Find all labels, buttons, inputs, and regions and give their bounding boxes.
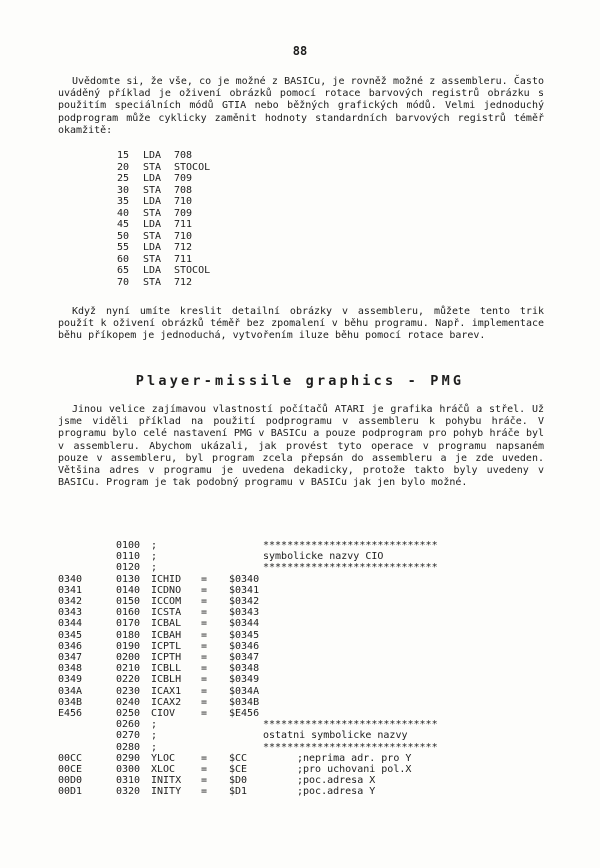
- equals: [167, 730, 195, 741]
- line-number: 0140: [116, 584, 141, 596]
- comment: *****************************: [263, 540, 438, 551]
- comment: [297, 618, 437, 629]
- line-number: 0190: [116, 640, 141, 652]
- line-number: 0300: [116, 764, 141, 776]
- label: ;: [151, 562, 158, 574]
- listing-line: [58, 663, 437, 674]
- line-number: 70: [117, 276, 130, 288]
- comment: [297, 697, 437, 708]
- line-number: 0100: [116, 540, 141, 551]
- line-number: 0200: [116, 652, 141, 664]
- listing-line: [58, 540, 437, 551]
- label: INITY: [151, 786, 182, 798]
- value: [195, 730, 263, 741]
- line-number: 65: [117, 265, 130, 276]
- equals: =: [201, 607, 208, 619]
- line-number: 0210: [116, 663, 141, 675]
- label: ICAX2: [151, 696, 182, 708]
- paragraph-text: Jinou velice zajímavou vlastností počítačů ATARI je grafika hráčů a střel. Už jsme viděli příklad na použití podprogramu v assembleru k pohybu hráče. V programu bylo celé nastavení PMG v BASICu a pouze podprogram pro pohyb hráče byl v assembleru. Abychom ukázali, jak provést tyto operace v programu napsaném pouze v assembleru, byl program zcela přepsán do assembleru a je zde uveden. Většina adres v programu je uvedena dekadicky, protože takto byly uvedeny v BASICu. Program je tak podobný programu v BASICu jak jen bylo možné.: [58, 404, 544, 489]
- value: $CE: [229, 764, 248, 776]
- label: ;: [151, 719, 158, 731]
- opcode: STA: [143, 276, 162, 288]
- address: 0347: [58, 652, 83, 664]
- line-number: 0260: [116, 719, 141, 731]
- opcode: LDA: [143, 219, 162, 230]
- address: 0341: [58, 584, 83, 596]
- operand: 712: [174, 242, 193, 253]
- line-number: 0170: [116, 618, 141, 630]
- code-line: [117, 162, 210, 174]
- label: INITX: [151, 775, 182, 787]
- value: $0348: [229, 663, 260, 675]
- comment: [297, 663, 437, 674]
- comment: [297, 652, 437, 663]
- code-line: [117, 277, 210, 289]
- opcode: STA: [143, 230, 162, 242]
- listing-line: [58, 574, 437, 585]
- code-line: [117, 254, 210, 266]
- opcode: LDA: [143, 242, 162, 253]
- line-number: 40: [117, 207, 130, 219]
- code-line: [117, 196, 210, 208]
- address: [58, 742, 116, 753]
- value: $CC: [229, 752, 248, 764]
- equals: [167, 540, 195, 551]
- label: ;: [151, 540, 158, 551]
- listing-line: [58, 674, 437, 685]
- equals: [167, 551, 195, 562]
- value: $034B: [229, 696, 260, 708]
- value: $0346: [229, 640, 260, 652]
- label: YLOC: [151, 752, 176, 764]
- line-number: 0250: [116, 708, 141, 720]
- equals: [167, 719, 195, 730]
- listing-line: [58, 719, 437, 730]
- opcode: LDA: [143, 150, 162, 161]
- line-number: 35: [117, 196, 130, 207]
- line-number: 0290: [116, 752, 141, 764]
- equals: =: [201, 752, 208, 764]
- listing-line: [58, 585, 437, 596]
- address: 0340: [58, 573, 83, 585]
- line-number: 0310: [116, 775, 141, 787]
- listing-line: [58, 753, 437, 764]
- equals: =: [201, 663, 208, 675]
- listing-line: [58, 630, 437, 641]
- address: 00D0: [58, 775, 83, 787]
- operand: 711: [174, 219, 193, 230]
- equals: =: [201, 640, 208, 652]
- label: ICHID: [151, 573, 182, 585]
- label: ICBAL: [151, 618, 182, 630]
- address: 00CC: [58, 752, 83, 764]
- comment: ;pro uchovani pol.X: [297, 764, 412, 776]
- value: $D1: [229, 786, 248, 798]
- label: ICSTA: [151, 607, 182, 619]
- comment: symbolicke nazvy CIO: [263, 551, 384, 563]
- opcode: LDA: [143, 173, 162, 184]
- comment: [297, 674, 437, 685]
- paragraph-text: Uvědomte si, že vše, co je možné z BASICu, je rovněž možné z assembleru. Často uváděný příklad je oživení obrázků pomocí rotace barvových registrů obrázku s použitím speciálních módů GTIA nebo běžných grafických módů. Velmi jednoduchý podprogram může cyklicky zaměnit hodnoty standardních barvových registrů téměř okamžitě:: [58, 76, 544, 136]
- comment: [297, 686, 437, 697]
- label: ;: [151, 551, 158, 563]
- equals: [167, 742, 195, 753]
- opcode: LDA: [143, 196, 162, 207]
- comment: [297, 585, 437, 596]
- address: [58, 551, 116, 562]
- equals: =: [201, 584, 208, 596]
- comment: ;poc.adresa Y: [297, 786, 376, 798]
- comment: *****************************: [263, 741, 438, 753]
- value: $0342: [229, 596, 260, 608]
- comment: [297, 630, 437, 641]
- address: [58, 730, 116, 741]
- line-number: 0230: [116, 685, 141, 697]
- value: $0349: [229, 674, 260, 686]
- line-number: 50: [117, 230, 130, 242]
- value: [195, 719, 263, 730]
- code-line: [117, 219, 210, 231]
- operand: 708: [174, 184, 193, 196]
- listing-line: [58, 562, 437, 573]
- listing-line: [58, 652, 437, 663]
- equals: =: [201, 708, 208, 720]
- listing-line: [58, 786, 437, 797]
- listing-line: [58, 697, 437, 708]
- comment: *****************************: [263, 719, 438, 731]
- operand: 708: [174, 150, 193, 161]
- trick-paragraph: [58, 306, 544, 343]
- equals: =: [201, 775, 208, 787]
- listing-line: [58, 618, 437, 629]
- line-number: 30: [117, 184, 130, 196]
- equals: =: [201, 573, 208, 585]
- opcode: STA: [143, 161, 162, 173]
- code-line: [117, 242, 210, 254]
- comment: ;neprima adr. pro Y: [297, 752, 412, 764]
- label: ;: [151, 730, 158, 742]
- label: ICBLL: [151, 663, 182, 675]
- assembler-listing: [58, 540, 437, 798]
- line-number: 25: [117, 173, 130, 184]
- value: [195, 562, 263, 573]
- comment: [297, 574, 437, 585]
- comment: *****************************: [263, 562, 438, 574]
- code-line: [117, 173, 210, 185]
- address: [58, 562, 116, 573]
- comment: [297, 596, 437, 607]
- pmg-paragraph: [58, 404, 544, 489]
- address: 0343: [58, 607, 83, 619]
- operand: 712: [174, 276, 193, 288]
- intro-paragraph: [58, 76, 544, 137]
- listing-line: [58, 742, 437, 753]
- listing-line: [58, 764, 437, 775]
- equals: =: [201, 696, 208, 708]
- code-line: [117, 208, 210, 220]
- equals: =: [201, 618, 208, 630]
- line-number: 0110: [116, 551, 141, 563]
- label: ICAX1: [151, 685, 182, 697]
- equals: =: [201, 674, 208, 686]
- address: [58, 719, 116, 730]
- line-number: 55: [117, 242, 130, 253]
- equals: =: [201, 764, 208, 776]
- label: ICBAH: [151, 629, 182, 641]
- address: 0348: [58, 663, 83, 675]
- address: 0349: [58, 674, 83, 686]
- line-number: 45: [117, 219, 130, 230]
- code-line: [117, 231, 210, 243]
- address: 0342: [58, 596, 83, 608]
- address: 0345: [58, 629, 83, 641]
- equals: =: [201, 685, 208, 697]
- line-number: 0180: [116, 629, 141, 641]
- label: ICBLH: [151, 674, 182, 686]
- line-number: 0280: [116, 741, 141, 753]
- line-number: 15: [117, 150, 130, 161]
- listing-line: [58, 686, 437, 697]
- comment: [297, 641, 437, 652]
- operand: 709: [174, 207, 193, 219]
- line-number: 0120: [116, 562, 141, 574]
- value: $E456: [229, 708, 260, 720]
- line-number: 20: [117, 161, 130, 173]
- code-line: [117, 185, 210, 197]
- listing-line: [58, 596, 437, 607]
- operand: 709: [174, 173, 193, 184]
- opcode: STA: [143, 184, 162, 196]
- value: $0341: [229, 584, 260, 596]
- label: ICCOM: [151, 596, 182, 608]
- line-number: 0130: [116, 573, 141, 585]
- section-heading: Player-missile graphics - PMG: [135, 373, 465, 389]
- value: $0345: [229, 629, 260, 641]
- label: ICPTH: [151, 652, 182, 664]
- address: 0344: [58, 618, 83, 630]
- label: CIOV: [151, 708, 176, 720]
- paragraph-text: Když nyní umíte kreslit detailní obrázky v assembleru, můžete tento trik použít k oživení obrázků téměř bez zpomalení v běhu programu. Např. implementace běhu příkopem je jednoduchá, vytvořením iluze běhu pomocí rotace barev.: [58, 306, 544, 342]
- comment: ;poc.adresa X: [297, 775, 376, 787]
- listing-line: [58, 775, 437, 786]
- listing-line: [58, 730, 437, 741]
- operand: STOCOL: [174, 265, 211, 276]
- equals: [167, 562, 195, 573]
- equals: =: [201, 629, 208, 641]
- address: 00D1: [58, 786, 83, 798]
- value: $0340: [229, 573, 260, 585]
- operand: 710: [174, 230, 193, 242]
- address: E456: [58, 708, 83, 720]
- listing-line: [58, 708, 437, 719]
- code-line: [117, 150, 210, 162]
- equals: =: [201, 786, 208, 798]
- opcode: STA: [143, 253, 162, 265]
- line-number: 0150: [116, 596, 141, 608]
- listing-line: [58, 551, 437, 562]
- value: [195, 742, 263, 753]
- label: XLOC: [151, 764, 176, 776]
- line-number: 60: [117, 253, 130, 265]
- value: $0344: [229, 618, 260, 630]
- value: [195, 540, 263, 551]
- label: ICDNO: [151, 584, 182, 596]
- operand: 710: [174, 196, 193, 207]
- equals: =: [201, 596, 208, 608]
- value: $D0: [229, 775, 248, 787]
- address: 034B: [58, 696, 83, 708]
- value: [195, 551, 263, 562]
- line-number: 0160: [116, 607, 141, 619]
- address: 00CE: [58, 764, 83, 776]
- label: ;: [151, 741, 158, 753]
- operand: STOCOL: [174, 161, 211, 173]
- opcode: STA: [143, 207, 162, 219]
- page-number: 88: [292, 44, 308, 58]
- comment: [297, 607, 437, 618]
- listing-line: [58, 607, 437, 618]
- comment: [297, 708, 437, 719]
- address: [58, 540, 116, 551]
- equals: =: [201, 652, 208, 664]
- code-line: [117, 265, 210, 277]
- value: $034A: [229, 685, 260, 697]
- value: $0347: [229, 652, 260, 664]
- comment: ostatni symbolicke nazvy: [263, 730, 408, 742]
- address: 0346: [58, 640, 83, 652]
- value: $0343: [229, 607, 260, 619]
- operand: 711: [174, 253, 193, 265]
- label: ICPTL: [151, 640, 182, 652]
- opcode: LDA: [143, 265, 162, 276]
- line-number: 0240: [116, 696, 141, 708]
- line-number: 0220: [116, 674, 141, 686]
- listing-line: [58, 641, 437, 652]
- line-number: 0320: [116, 786, 141, 798]
- line-number: 0270: [116, 730, 141, 742]
- address: 034A: [58, 685, 83, 697]
- color-rotation-code: [117, 150, 210, 288]
